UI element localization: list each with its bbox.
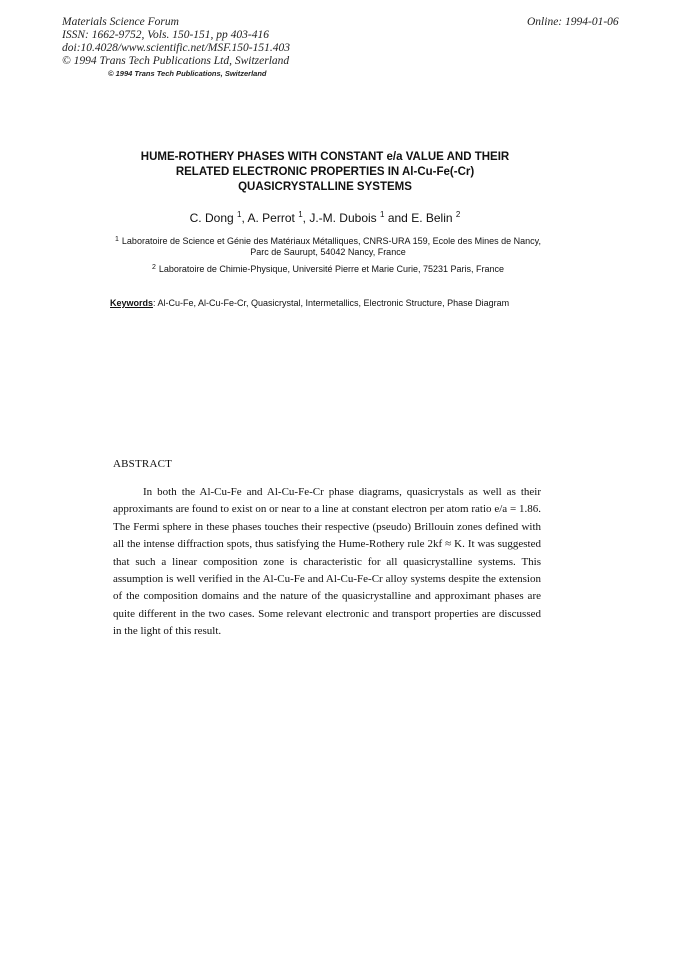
abstract-heading: ABSTRACT bbox=[113, 458, 173, 470]
author-name: C. Dong bbox=[189, 211, 234, 225]
copyright-line: © 1994 Trans Tech Publications Ltd, Switzerland bbox=[62, 55, 290, 67]
online-date: Online: 1994-01-06 bbox=[527, 16, 619, 28]
affiliation-1 bbox=[108, 234, 548, 258]
paper-title bbox=[110, 150, 540, 195]
title-line-2: RELATED ELECTRONIC PROPERTIES IN Al-Cu-Fe(-Cr) bbox=[175, 166, 475, 178]
keywords-list: : Al-Cu-Fe, Al-Cu-Fe-Cr, Quasicrystal, Intermetallics, Electronic Structure, Phase Diagram bbox=[153, 298, 510, 308]
citation-block bbox=[62, 16, 290, 68]
abstract-body: In both the Al-Cu-Fe and Al-Cu-Fe-Cr phase diagrams, quasicrystals as well as their approximants are found to exist on or near to a line at constant electron per atom ratio e/a = 1.86. The Fermi sphere in these phases touches their respective (pseudo) Brillouin zones defined with all the intense diffraction spots, thus satisfying the Hume-Rothery rule 2kf ≈ K. It was suggested that such a linear composition zone is characteristic for all quasicrystalline systems. This assumption is well verified in the Al-Cu-Fe and Al-Cu-Fe-Cr alloy systems despite the extension of the composition domains and the nature of the quasicrystalline and approximant phases are quite different in the two cases. Some relevant electronic and transport properties are discussed in the light of this result. bbox=[113, 486, 541, 638]
issn-line: ISSN: 1662-9752, Vols. 150-151, pp 403-416 bbox=[62, 29, 269, 41]
author-affiliation-mark: 1 bbox=[298, 210, 303, 219]
keywords-label: Keywords bbox=[110, 298, 154, 308]
title-line-3: QUASICRYSTALLINE SYSTEMS bbox=[238, 181, 412, 193]
affiliation-number: 1 bbox=[115, 236, 119, 243]
author-affiliation-mark: 1 bbox=[380, 210, 385, 219]
author-name: E. Belin bbox=[411, 211, 453, 225]
affiliation-text: Laboratoire de Chimie-Physique, Université Pierre et Marie Curie, 75231 Paris, France bbox=[158, 264, 505, 274]
author-name: J.-M. Dubois bbox=[309, 211, 377, 225]
affiliation-number: 2 bbox=[151, 264, 156, 271]
affiliation-2 bbox=[108, 262, 548, 275]
doi-link[interactable]: doi:10.4028/www.scientific.net/MSF.150-151.403 bbox=[62, 42, 290, 54]
author-list: C. Dong $^1$, A. Perrot $^1$, J.-M. Dubois $^1$ and E. Belin $^2$ bbox=[189, 210, 461, 225]
keywords bbox=[110, 297, 540, 309]
author-affiliation-mark: 1 bbox=[237, 210, 242, 219]
title-line-1: HUME-ROTHERY PHASES WITH CONSTANT e/a VALUE AND THEIR bbox=[140, 151, 510, 163]
author-conjunction: and bbox=[387, 211, 408, 225]
affiliation-text: Laboratoire de Science et Génie des Matériaux Métalliques, CNRS-URA 159, Ecole des Mines de Nancy, Parc de Saurupt, 54042 Nancy, France bbox=[121, 236, 541, 257]
author-name: A. Perrot bbox=[247, 211, 295, 225]
author-affiliation-mark: 2 bbox=[455, 210, 461, 219]
print-copyright: © 1994 Trans Tech Publications, Switzerland bbox=[108, 69, 267, 78]
journal-name: Materials Science Forum bbox=[62, 16, 179, 28]
